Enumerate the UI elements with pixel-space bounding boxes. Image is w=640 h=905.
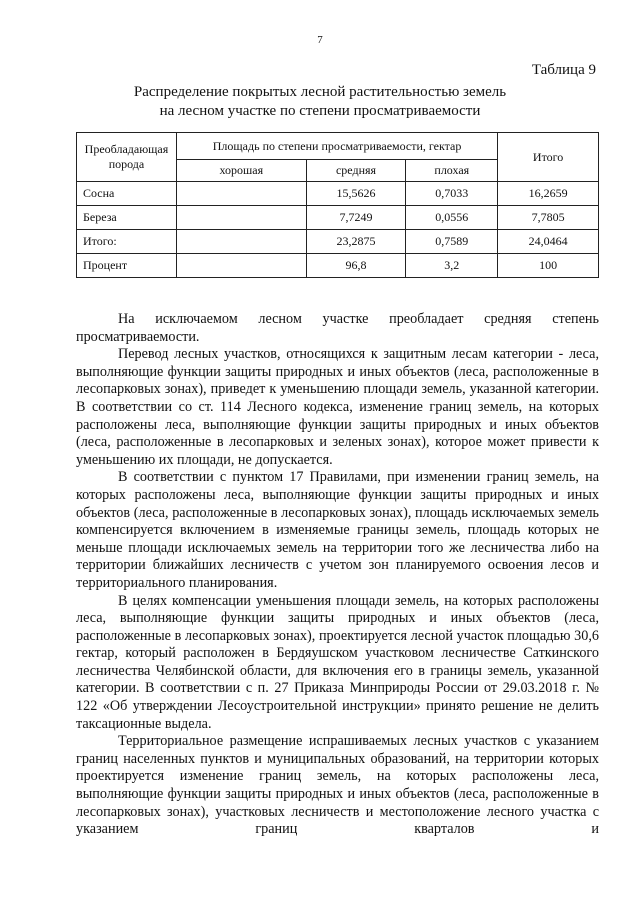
header-poor: плохая — [406, 160, 498, 182]
cell-medium: 7,7249 — [306, 206, 406, 230]
table-label: Таблица 9 — [531, 62, 596, 78]
paragraph: Перевод лесных участков, относящихся к защитным лесам категории - леса, выполняющие функции защиты природных и иных объектов (леса, расположенные в лесопарковых зонах), приведет к уменьшению площади земель, указанной категории. В соответствии со ст. 114 Лесного кодекса, изменение границ земель, на которых расположены леса, выполняющие функции защиты природных и иных объектов (леса, расположенные в лесопарковых и зеленых зонах), которое может привести к уменьшению их площади, не допускается. — [76, 346, 599, 468]
body-text — [76, 311, 599, 839]
header-good: хорошая — [176, 160, 306, 182]
visibility-distribution-table — [76, 132, 599, 278]
paragraph: В соответствии с пунктом 17 Правилами, при изменении границ земель, на которых расположены леса, выполняющие функции защиты природных и иных объектов (леса, расположенные в лесопарковых зонах), площадь исключаемых земель компенсируется включением в изменяемые границы земель, площадь которых не меньше площади исключаемых земель на территории того же лесничества либо на территории ближайших лесничеств с учетом зон планируемого освоения лесов и территориального планирования. — [76, 469, 599, 591]
cell-medium: 23,2875 — [306, 230, 406, 254]
header-area-group: Площадь по степени просматриваемости, гектар — [176, 133, 497, 160]
header-total: Итого — [498, 133, 599, 182]
table-row — [77, 230, 599, 254]
header-species: Преобладающая порода — [77, 133, 177, 182]
row-name: Итого: — [77, 230, 177, 254]
cell-total: 24,0464 — [498, 230, 599, 254]
cell-poor: 0,7033 — [406, 182, 498, 206]
cell-good — [176, 230, 306, 254]
paragraph: Территориальное размещение испрашиваемых лесных участков с указанием границ населенных пунктов и муниципальных образований, на территории которых проектируется изменение границ земель, на которых расположены леса, выполняющие функции защиты природных и иных объектов (леса, расположенные в лесопарковых зонах), участковых лесничеств и местоположение лесного участка с указанием границ кварталов и — [76, 733, 599, 838]
cell-good — [176, 206, 306, 230]
table-header-row-1 — [77, 133, 599, 160]
cell-total: 100 — [498, 254, 599, 278]
row-name: Сосна — [77, 182, 177, 206]
cell-poor: 0,0556 — [406, 206, 498, 230]
table-row — [77, 206, 599, 230]
cell-medium: 15,5626 — [306, 182, 406, 206]
cell-good — [176, 254, 306, 278]
page-number: 7 — [317, 34, 323, 46]
row-name: Береза — [77, 206, 177, 230]
cell-medium: 96,8 — [306, 254, 406, 278]
table-title-line-1: Распределение покрытых лесной растительностью земель — [133, 84, 507, 100]
row-name: Процент — [77, 254, 177, 278]
table-row — [77, 254, 599, 278]
cell-poor: 3,2 — [406, 254, 498, 278]
table-title — [0, 83, 640, 121]
paragraph: В целях компенсации уменьшения площади земель, на которых расположены леса, выполняющие функции защиты природных и иных объектов (леса, расположенные в лесопарковых зонах), проектируется лесной участок площадью 30,6 гектар, который расположен в Бердяушском участковом лесничестве Саткинского лесничества Челябинской области, для включения его в границы земель, указанной категории. В соответствии с п. 27 Приказа Минприроды России от 29.03.2018 г. № 122 «Об утверждении Лесоустроительной инструкции» принято решение не делить таксационные выдела. — [76, 592, 599, 732]
cell-good — [176, 182, 306, 206]
header-medium: средняя — [306, 160, 406, 182]
cell-total: 7,7805 — [498, 206, 599, 230]
cell-total: 16,2659 — [498, 182, 599, 206]
cell-poor: 0,7589 — [406, 230, 498, 254]
table-row — [77, 182, 599, 206]
table-title-line-2: на лесном участке по степени просматриваемости — [159, 103, 481, 119]
paragraph: На исключаемом лесном участке преобладает средняя степень просматриваемости. — [76, 311, 599, 345]
